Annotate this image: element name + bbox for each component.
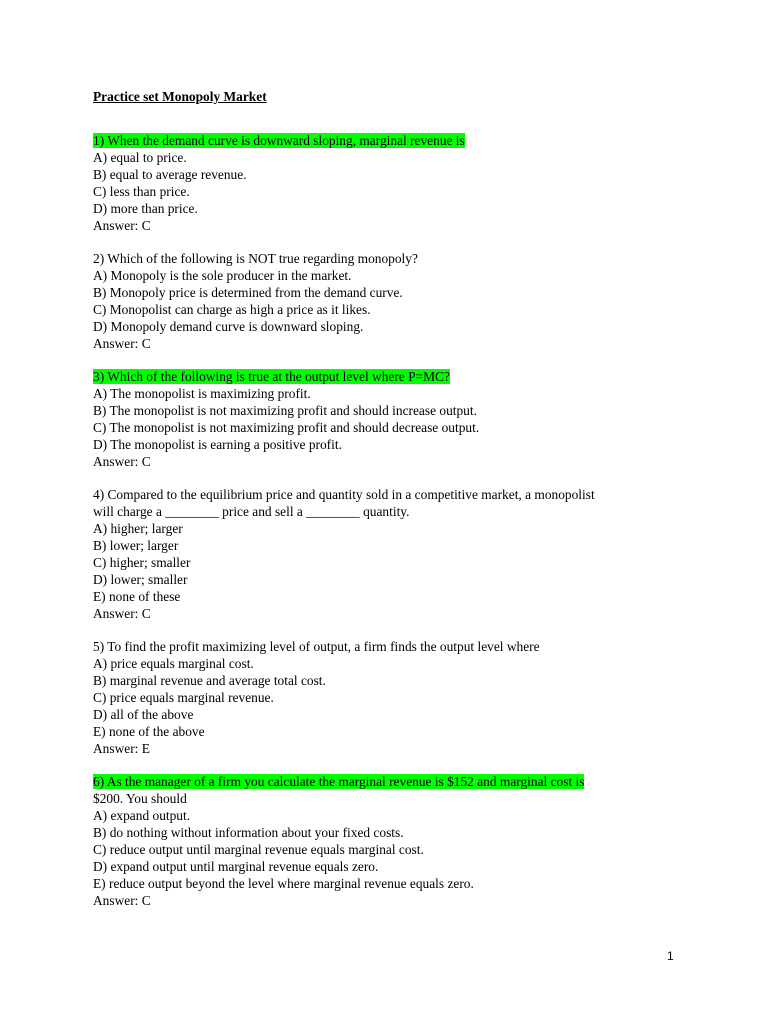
answer-option: C) Monopolist can charge as high a price as it likes. bbox=[93, 302, 371, 317]
answer-option: A) equal to price. bbox=[93, 150, 187, 165]
answer-key: Answer: C bbox=[93, 893, 151, 908]
answer-option: E) none of the above bbox=[93, 724, 205, 739]
question-stem-text: 1) When the demand curve is downward sloping, marginal revenue is bbox=[93, 133, 465, 148]
question-stem-text: will charge a ________ price and sell a ________ quantity. bbox=[93, 504, 410, 519]
answer-option: E) reduce output beyond the level where marginal revenue equals zero. bbox=[93, 876, 474, 891]
question-4 bbox=[93, 486, 693, 622]
page-number: 1 bbox=[667, 949, 674, 963]
question-6 bbox=[93, 773, 693, 909]
question-stem bbox=[93, 773, 693, 790]
question-stem bbox=[93, 790, 693, 807]
answer-option: D) expand output until marginal revenue equals zero. bbox=[93, 859, 379, 874]
question-stem bbox=[93, 132, 693, 149]
question-list bbox=[93, 132, 693, 909]
answer-key: Answer: C bbox=[93, 336, 151, 351]
question-stem bbox=[93, 638, 693, 655]
question-stem bbox=[93, 486, 693, 503]
answer-key: Answer: C bbox=[93, 606, 151, 621]
question-stem-text: 6) As the manager of a firm you calculate the marginal revenue is $152 and marginal cost is bbox=[93, 774, 585, 789]
answer-option: C) less than price. bbox=[93, 184, 190, 199]
document-body bbox=[93, 88, 693, 925]
answer-option: B) Monopoly price is determined from the demand curve. bbox=[93, 285, 403, 300]
question-stem bbox=[93, 368, 693, 385]
answer-option: B) marginal revenue and average total cost. bbox=[93, 673, 326, 688]
answer-option: D) more than price. bbox=[93, 201, 198, 216]
question-stem-text: 2) Which of the following is NOT true regarding monopoly? bbox=[93, 251, 418, 266]
answer-key: Answer: C bbox=[93, 218, 151, 233]
answer-option: D) The monopolist is earning a positive profit. bbox=[93, 437, 342, 452]
question-3 bbox=[93, 368, 693, 470]
answer-option: B) do nothing without information about your fixed costs. bbox=[93, 825, 404, 840]
answer-option: B) The monopolist is not maximizing profit and should increase output. bbox=[93, 403, 477, 418]
answer-option: A) The monopolist is maximizing profit. bbox=[93, 386, 311, 401]
answer-option: D) Monopoly demand curve is downward sloping. bbox=[93, 319, 364, 334]
answer-option: E) none of these bbox=[93, 589, 181, 604]
question-stem bbox=[93, 503, 693, 520]
document-title: Practice set Monopoly Market bbox=[93, 89, 267, 104]
question-stem-text: $200. You should bbox=[93, 791, 187, 806]
question-1 bbox=[93, 132, 693, 234]
question-stem-text: 5) To find the profit maximizing level of output, a firm finds the output level where bbox=[93, 639, 540, 654]
question-5 bbox=[93, 638, 693, 757]
answer-option: C) price equals marginal revenue. bbox=[93, 690, 274, 705]
answer-key: Answer: C bbox=[93, 454, 151, 469]
answer-option: C) higher; smaller bbox=[93, 555, 191, 570]
question-2 bbox=[93, 250, 693, 352]
question-stem-text: 4) Compared to the equilibrium price and quantity sold in a competitive market, a monopolist bbox=[93, 487, 595, 502]
answer-option: D) all of the above bbox=[93, 707, 194, 722]
answer-option: A) expand output. bbox=[93, 808, 191, 823]
answer-option: D) lower; smaller bbox=[93, 572, 188, 587]
answer-option: C) reduce output until marginal revenue equals marginal cost. bbox=[93, 842, 424, 857]
answer-key: Answer: E bbox=[93, 741, 150, 756]
answer-option: A) higher; larger bbox=[93, 521, 183, 536]
question-stem-text: 3) Which of the following is true at the output level where P=MC? bbox=[93, 369, 450, 384]
answer-option: B) equal to average revenue. bbox=[93, 167, 247, 182]
answer-option: A) price equals marginal cost. bbox=[93, 656, 254, 671]
question-stem bbox=[93, 250, 693, 267]
answer-option: A) Monopoly is the sole producer in the market. bbox=[93, 268, 352, 283]
answer-option: C) The monopolist is not maximizing profit and should decrease output. bbox=[93, 420, 480, 435]
answer-option: B) lower; larger bbox=[93, 538, 179, 553]
